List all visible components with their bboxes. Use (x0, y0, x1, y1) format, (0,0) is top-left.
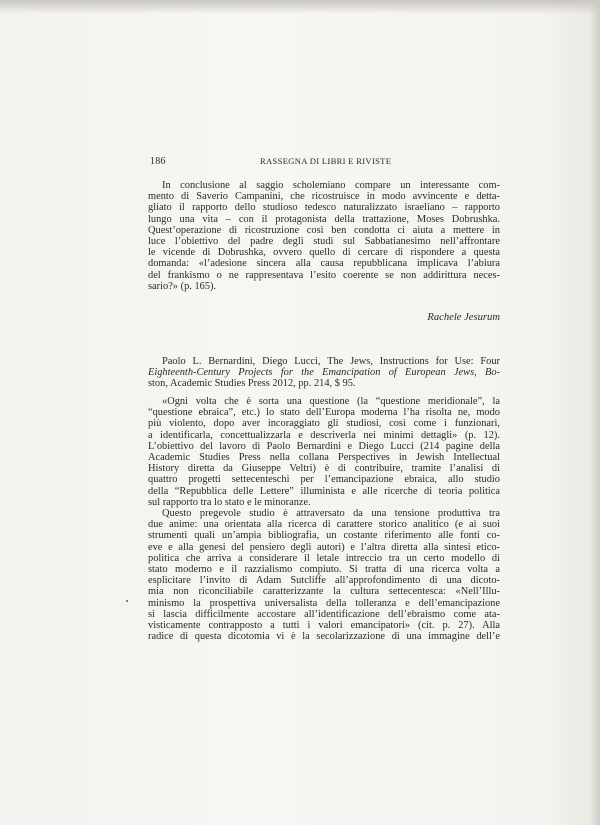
text-line: “questione ebraica”, etc.) lo stato dell’Europa moderna l’ha risolta ne, modo (148, 407, 500, 419)
text-line: luce l’obiettivo del padre degli studi sul Sabbatianesimo nell’affrontare (148, 236, 500, 248)
text-line: mia non riconciliabile caratterizzante la cultura settecentesca: «Nell’Illu- (148, 586, 500, 598)
text-line: politica che arriva a considerare il letale intreccio tra un certo modello di (148, 552, 500, 564)
paragraph-conclusion (148, 180, 500, 292)
text-line: radice di questa dicotomia vi è la secolarizzazione di una immagine dell’e (148, 631, 500, 643)
page-header (150, 156, 450, 170)
text-line: mento di Saverio Campanini, che ricostruisce in modo avvincente e detta- (148, 191, 500, 203)
text-line: lungo una vita – con il protagonista della trattazione, Moses Dobrushka. (148, 213, 500, 225)
right-shadow (590, 0, 600, 825)
text-line: eve e alla genesi del pensiero degli autori) e l’altra diretta alla sintesi etico- (148, 541, 500, 553)
citation-line: Paolo L. Bernardini, Diego Lucci, The Jews, Instructions for Use: Four (162, 356, 500, 367)
paragraph-objective (148, 396, 500, 508)
citation-line: Eighteenth-Century Projects for the Emancipation of European Jews, Bo- (148, 367, 500, 379)
review-citation (148, 356, 500, 390)
text-line: a identificarla, concettualizzarla e descriverla nei minimi dettagli» (p. 12). (148, 429, 500, 441)
text-line: esplicitare l’invito di Adam Sutcliffe all’approfondimento di una dicoto- (148, 575, 500, 587)
text-line: sario?» (p. 165). (148, 280, 217, 292)
text-line: si lascia difficilmente accostare all’identificazione dell’ebraismo come ata- (148, 608, 500, 620)
text-line: domanda: «l’adesione sincera alla causa repubblicana implicava l’abiura (148, 258, 500, 270)
text-line: strumenti quali un’ampia bibliografia, un costante riferimento alle fonti co- (148, 530, 500, 542)
text-line: due anime: una orientata alla ricerca di carattere storico analitico (e ai suoi (148, 519, 500, 531)
paragraph-analysis (148, 508, 500, 642)
text-line: «Ogni volta che è sorta una questione (la “questione meridionale”, la (162, 396, 500, 407)
text-line: visticamente contrapposto a tutti i valori emancipatori» (cit. p. 27). Alla (148, 620, 500, 632)
text-line: Academic Studies Press nella collana Perspectives in Jewish Intellectual (148, 452, 500, 464)
text-line: della “Repubblica delle Lettere” illuminista e alle ricerche di teoria politica (148, 485, 500, 497)
text-line: Questo pregevole studio è attraversato da una tensione produttiva tra (162, 508, 500, 519)
text-line: minismo la prospettiva universalista della tolleranza e dell’emancipazione (148, 597, 500, 609)
text-line: le vicende di Dobrushka, ovvero quello di cercare di rispondere a questa (148, 247, 500, 259)
text-line: sul rapporto tra lo stato e le minoranze. (148, 496, 311, 508)
text-line: stato moderno e il razzialismo compiuto. Si tratta di una ricerca volta a (148, 564, 500, 576)
text-line: L’obiettivo del lavoro di Paolo Bernardini e Diego Lucci (214 pagine della (148, 440, 500, 452)
text-line: History diretta da Giuseppe Veltri) è di contribuire, tramite l’analisi di (148, 463, 500, 475)
citation-line: ston, Academic Studies Press 2012, pp. 214, $ 95. (148, 378, 356, 390)
page-number: 186 (150, 156, 166, 167)
reviewer-signature: Rachele Jesurum (427, 312, 500, 323)
top-shadow (0, 0, 600, 14)
text-line: del frankismo o ne rappresentava l’esito coerente se non addirittura neces- (148, 269, 500, 281)
margin-speck (126, 600, 128, 602)
text-line: In conclusione al saggio scholemiano compare un interessante com- (162, 180, 500, 191)
text-line: Quest’operazione di ricostruzione così ben condotta ci aiuta a mettere in (148, 224, 500, 236)
text-line: quattro progetti settecenteschi per l’emancipazione ebraica, allo studio (148, 474, 500, 486)
text-line: più violento, dopo aver incoraggiato gli studiosi, così come i funzionari, (148, 418, 500, 430)
text-line: gliato il rapporto dello studioso tedesco naturalizzato israeliano – rapporto (148, 202, 500, 214)
running-head: RASSEGNA DI LIBRI E RIVISTE (260, 156, 392, 166)
